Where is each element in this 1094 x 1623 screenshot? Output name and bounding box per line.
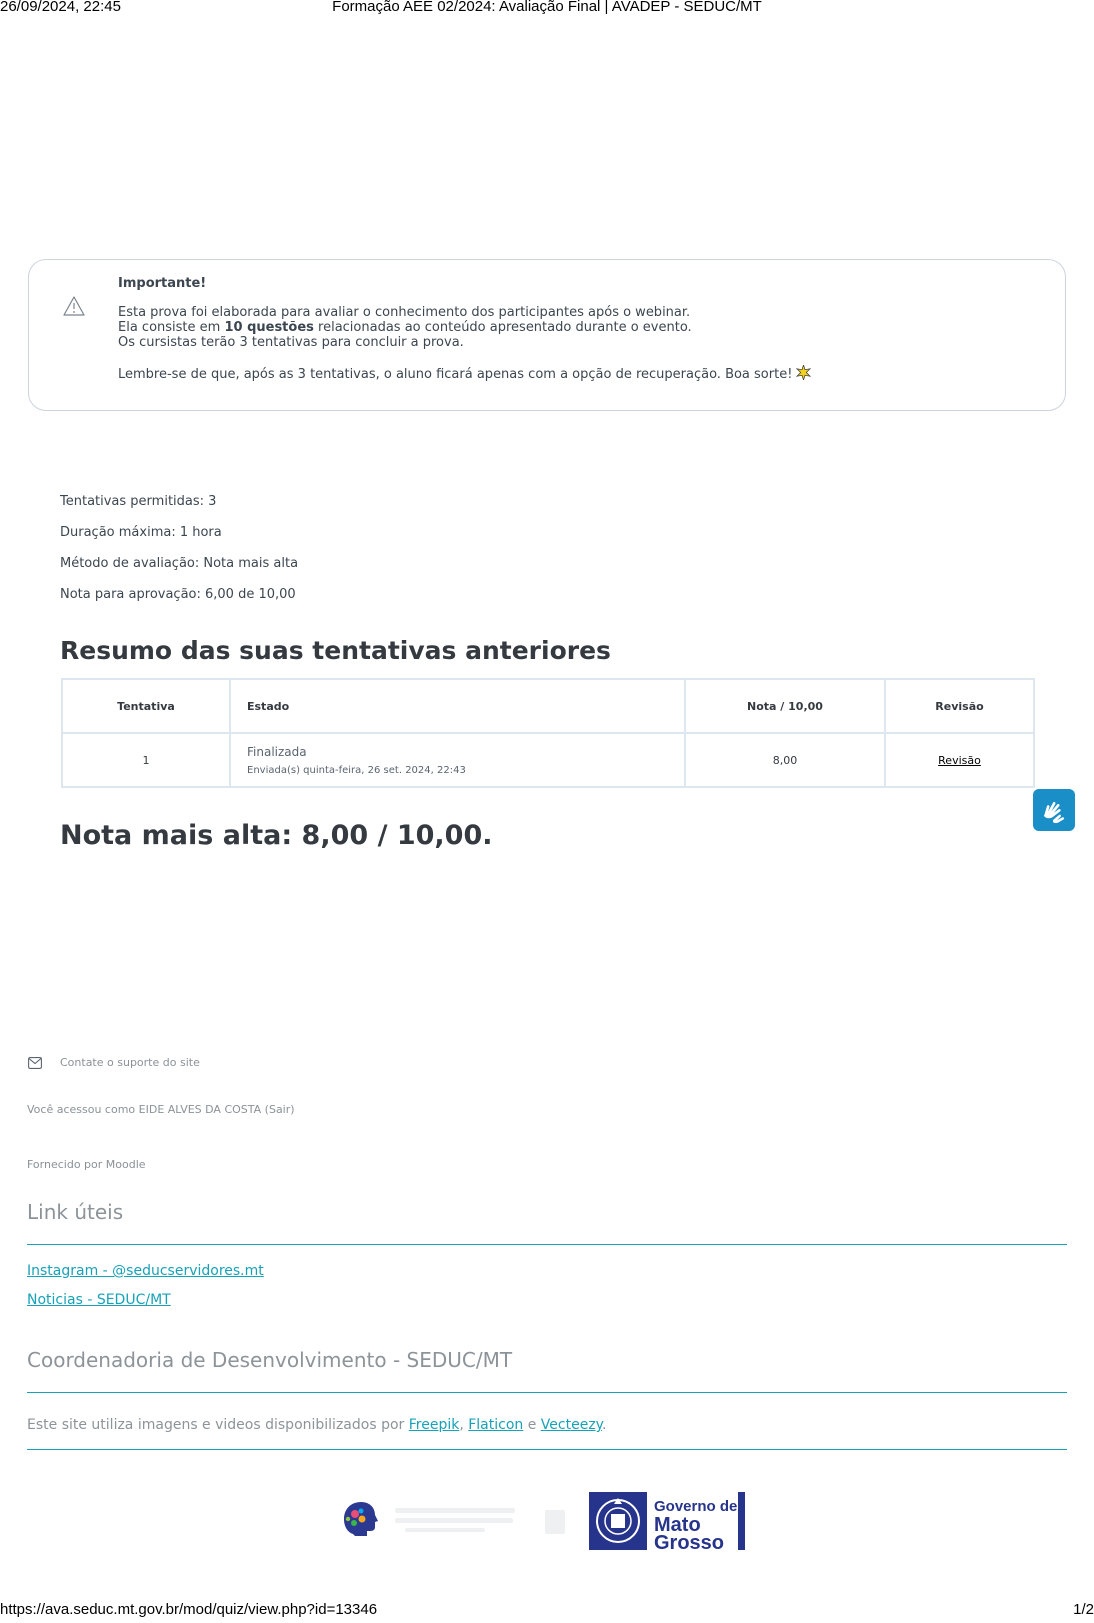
news-link[interactable]: Noticias - SEDUC/MT	[27, 1292, 171, 1308]
notice-line-2-bold: 10 questões	[224, 320, 314, 335]
gov-mt-logo	[589, 1492, 745, 1554]
highest-grade: Nota mais alta: 8,00 / 10,00.	[60, 820, 493, 851]
print-page-title: Formação AEE 02/2024: Avaliação Final | AVADEP - SEDUC/MT	[332, 0, 762, 15]
coordination-logo	[344, 1502, 378, 1536]
state-label: Finalizada	[247, 744, 307, 759]
important-notice	[28, 259, 1066, 411]
grading-method: Método de avaliação: Nota mais alta	[60, 556, 299, 571]
powered-by: Fornecido por Moodle	[27, 1158, 146, 1171]
notice-title: Importante!	[118, 276, 207, 291]
warning-icon	[62, 294, 86, 318]
attempt-number: 1	[62, 733, 230, 787]
divider	[27, 1392, 1067, 1393]
envelope-icon	[28, 1057, 42, 1069]
attempt-state	[230, 733, 685, 787]
notice-content	[118, 276, 811, 382]
notice-line-2	[118, 320, 811, 335]
gov-logo-line-3: Grosso	[654, 1532, 725, 1554]
sparkle-icon	[796, 365, 811, 380]
table-row	[62, 733, 1034, 787]
review-link[interactable]: Revisão	[938, 753, 981, 767]
footer-logos	[335, 1486, 775, 1556]
useful-links-title: Link úteis	[27, 1200, 124, 1224]
max-duration: Duração máxima: 1 hora	[60, 525, 222, 540]
divider	[27, 1244, 1067, 1245]
notice-line-4	[118, 365, 811, 382]
attempt-grade: 8,00	[685, 733, 885, 787]
partner-logos	[335, 1486, 775, 1556]
summary-heading: Resumo das suas tentativas anteriores	[60, 636, 611, 665]
credit-end: .	[601, 1417, 607, 1433]
print-url: https://ava.seduc.mt.gov.br/mod/quiz/view.php?id=13346	[0, 1601, 378, 1618]
attempts-allowed: Tentativas permitidas: 3	[60, 494, 217, 509]
gov-logo-line-1: Governo de	[654, 1498, 738, 1515]
credit-text: Este site utiliza imagens e videos disponibilizados por	[27, 1417, 409, 1433]
faint-logo	[395, 1508, 565, 1534]
divider	[27, 1449, 1067, 1450]
print-header	[0, 0, 1094, 18]
flaticon-link[interactable]: Flaticon	[468, 1417, 524, 1433]
notice-line-4-text: Lembre-se de que, após as 3 tentativas, o aluno ficará apenas com a opção de recuperação. Boa sorte!	[118, 367, 793, 382]
hands-icon	[1033, 789, 1075, 831]
table-header-row	[62, 679, 1034, 733]
col-grade: Nota / 10,00	[685, 679, 885, 733]
col-review: Revisão	[885, 679, 1034, 733]
notice-line-2-pre: Ela consiste em	[118, 320, 225, 335]
submitted-date: Enviada(s) quinta-feira, 26 set. 2024, 22:43	[247, 764, 466, 776]
vecteezy-link[interactable]: Vecteezy	[540, 1417, 602, 1433]
sign-language-button[interactable]	[1033, 789, 1075, 831]
instagram-link[interactable]: Instagram - @seducservidores.mt	[27, 1263, 264, 1279]
credit-separator: ,	[459, 1417, 469, 1433]
print-footer	[0, 1601, 1094, 1621]
print-page-number: 1/2	[1073, 1601, 1094, 1618]
notice-line-1: Esta prova foi elaborada para avaliar o conhecimento dos participantes após o webinar.	[118, 305, 691, 320]
col-state: Estado	[230, 679, 685, 733]
credit-separator: e	[523, 1417, 541, 1433]
freepik-link[interactable]: Freepik	[408, 1417, 460, 1433]
gov-logo-line-2: Mato	[654, 1514, 701, 1536]
contact-support-link[interactable]: Contate o suporte do site	[60, 1056, 200, 1069]
print-datetime: 26/09/2024, 22:45	[0, 0, 121, 15]
attempt-review-cell	[885, 733, 1034, 787]
pass-grade: Nota para aprovação: 6,00 de 10,00	[60, 587, 296, 602]
coordination-title: Coordenadoria de Desenvolvimento - SEDUC/MT	[27, 1348, 513, 1372]
logged-in-info: Você acessou como EIDE ALVES DA COSTA (Sair)	[27, 1103, 295, 1116]
attempts-table	[61, 678, 1035, 788]
notice-line-2-post: relacionadas ao conteúdo apresentado durante o evento.	[313, 320, 692, 335]
col-attempt: Tentativa	[62, 679, 230, 733]
notice-line-3: Os cursistas terão 3 tentativas para concluir a prova.	[118, 335, 464, 350]
media-credit	[27, 1417, 606, 1433]
